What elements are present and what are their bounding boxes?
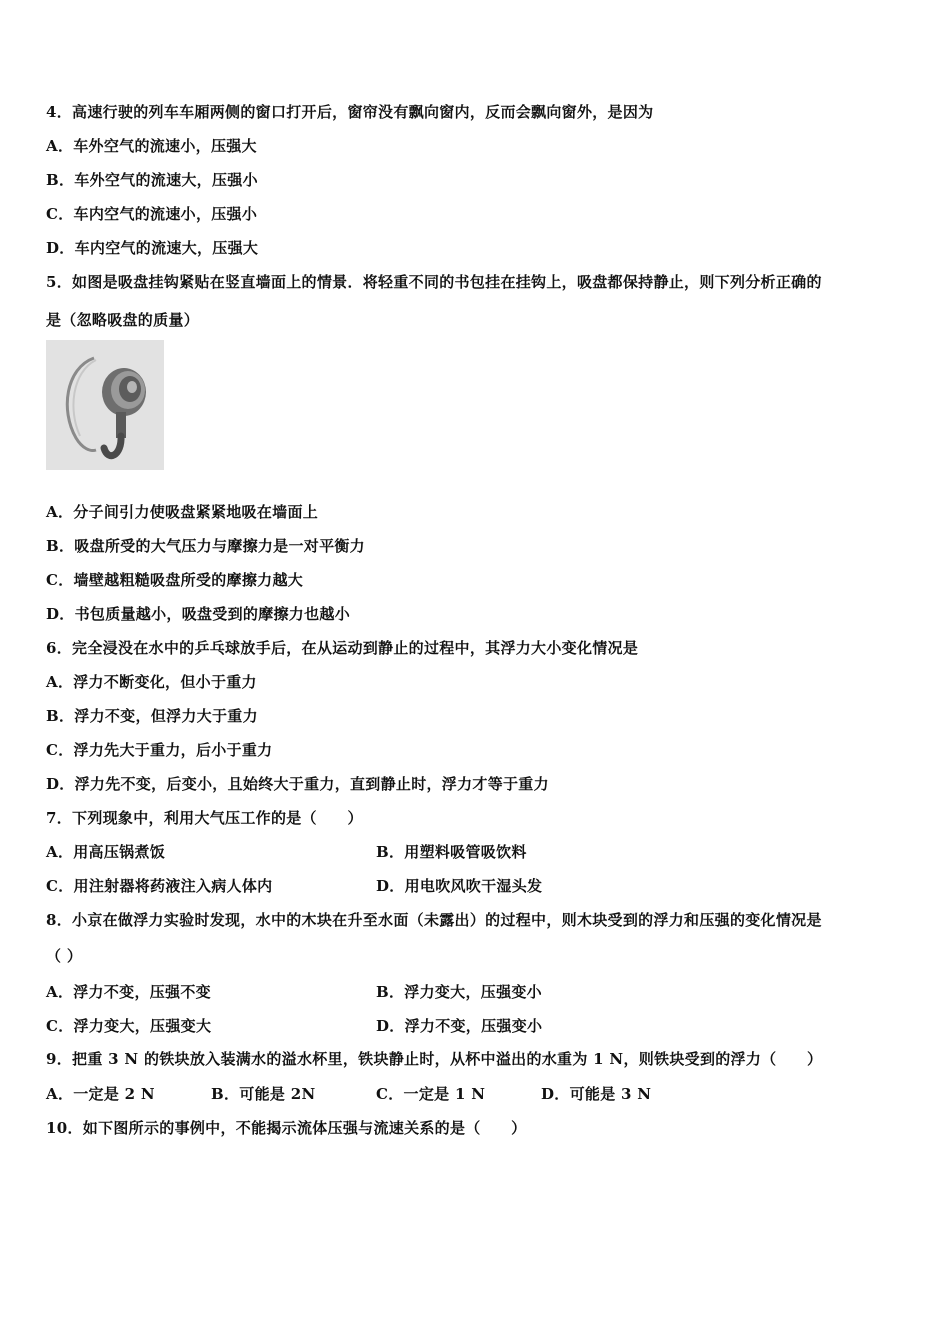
q4-stem: 4．高速行驶的列车车厢两侧的窗口打开后，窗帘没有飘向窗内，反而会飘向窗外，是因为 [46,103,654,121]
q8-option-a: A．浮力不变，压强不变 [46,983,211,1001]
q5-option-a: A．分子间引力使吸盘紧紧地吸在墙面上 [46,503,319,521]
q8-stem-line2: （ ） [46,947,83,965]
q6-option-a: A．浮力不断变化，但小于重力 [46,673,257,691]
q8-option-b: B．浮力变大，压强变小 [376,983,542,1001]
suction-cup-hook-icon [46,340,164,470]
q5-option-b: B．吸盘所受的大气压力与摩擦力是一对平衡力 [46,537,365,555]
q6-stem: 6．完全浸没在水中的乒乓球放手后，在从运动到静止的过程中，其浮力大小变化情况是 [46,639,639,657]
q9-option-c: C．一定是 1 N [376,1085,486,1103]
q7-option-a: A．用高压锅煮饭 [46,843,166,861]
q8-option-c: C．浮力变大，压强变大 [46,1017,212,1035]
q9-option-d: D．可能是 3 N [541,1085,652,1103]
q5-option-c: C．墙壁越粗糙吸盘所受的摩擦力越大 [46,571,304,589]
q4-option-d: D．车内空气的流速大，压强大 [46,239,259,257]
q7-stem: 7．下列现象中，利用大气压工作的是（ ） [46,809,363,827]
q4-option-c: C．车内空气的流速小，压强小 [46,205,258,223]
suction-cup-hook-figure [46,340,164,470]
q4-option-a: A．车外空气的流速小，压强大 [46,137,257,155]
q8-stem-line1: 8．小京在做浮力实验时发现，水中的木块在升至水面（未露出）的过程中，则木块受到的浮力和压强的变化情况是 [46,911,822,929]
q9-option-b: B．可能是 2N [211,1085,316,1103]
q7-option-c: C．用注射器将药液注入病人体内 [46,877,273,895]
q7-option-b: B．用塑料吸管吸饮料 [376,843,527,861]
q5-stem-line2: 是（忽略吸盘的质量） [46,311,200,329]
q6-option-b: B．浮力不变，但浮力大于重力 [46,707,258,725]
q6-option-c: C．浮力先大于重力，后小于重力 [46,741,273,759]
q6-option-d: D．浮力先不变，后变小，且始终大于重力，直到静止时，浮力才等于重力 [46,775,549,793]
q8-option-d: D．浮力不变，压强变小 [376,1017,543,1035]
q4-option-b: B．车外空气的流速大，压强小 [46,171,258,189]
q7-option-d: D．用电吹风吹干湿头发 [376,877,543,895]
q9-option-a: A．一定是 2 N [46,1085,155,1103]
q5-option-d: D．书包质量越小，吸盘受到的摩擦力也越小 [46,605,351,623]
q5-stem-line1: 5．如图是吸盘挂钩紧贴在竖直墙面上的情景．将轻重不同的书包挂在挂钩上，吸盘都保持静止，则下列分析正确的 [46,273,822,291]
q10-stem: 10．如下图所示的事例中，不能揭示流体压强与流速关系的是（ ） [46,1119,527,1137]
q9-stem: 9．把重 3 N 的铁块放入装满水的溢水杯里，铁块静止时，从杯中溢出的水重为 1 N，则铁块受到的浮力（ ） [46,1050,823,1068]
